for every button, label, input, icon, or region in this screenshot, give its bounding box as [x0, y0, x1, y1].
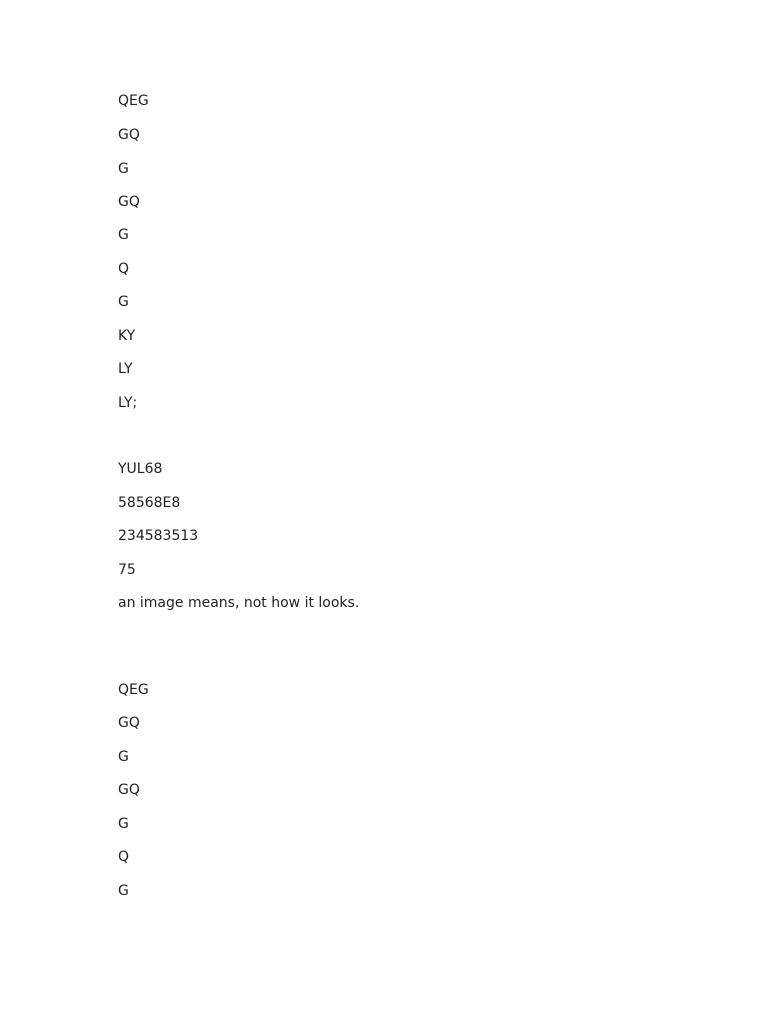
- document-page: [118, 0, 738, 1024]
- text-line: 58568E8: [118, 495, 181, 511]
- text-line: an image means, not how it looks.: [118, 595, 360, 611]
- text-line: GQ: [118, 715, 140, 731]
- text-line: G: [118, 816, 129, 832]
- text-line: G: [118, 161, 129, 177]
- text-line: G: [118, 227, 129, 243]
- text-line: G: [118, 883, 129, 899]
- text-line: LY: [118, 361, 133, 377]
- text-line: LY;: [118, 395, 138, 411]
- text-line: QEG: [118, 682, 149, 698]
- text-line: GQ: [118, 127, 140, 143]
- text-line: Q: [118, 849, 130, 865]
- text-line: 75: [118, 562, 136, 578]
- text-line: GQ: [118, 782, 140, 798]
- text-line: YUL68: [118, 461, 163, 477]
- text-line: 234583513: [118, 528, 199, 544]
- text-line: GQ: [118, 194, 140, 210]
- text-line: QEG: [118, 93, 149, 109]
- text-line: Q: [118, 261, 130, 277]
- text-line: G: [118, 749, 129, 765]
- text-line: G: [118, 294, 129, 310]
- text-line: KY: [118, 328, 136, 344]
